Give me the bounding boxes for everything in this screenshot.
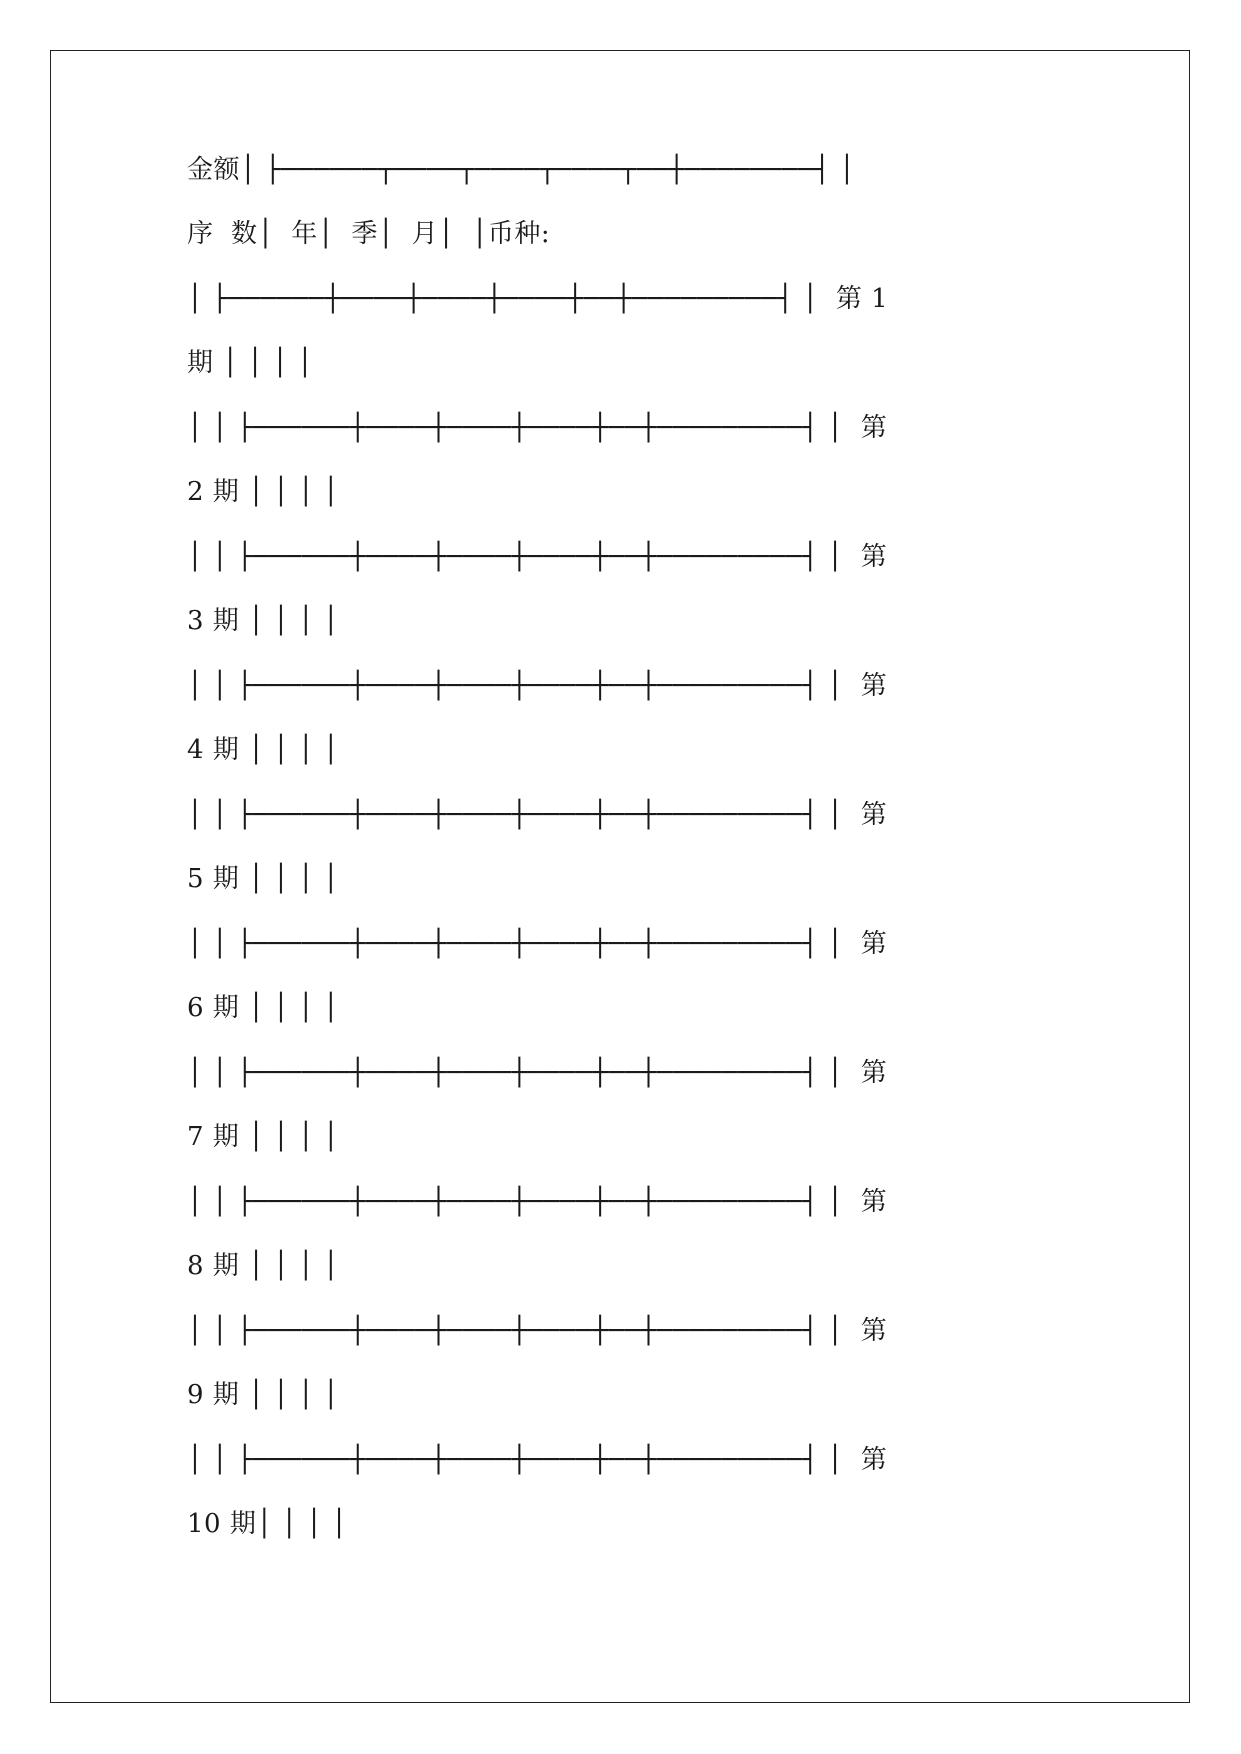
period-6-label-line: 6 期 │ │ │ │ — [187, 993, 339, 1023]
amount-header-line: 金额│ ├──────┬────┬────┬────┬──┼────────┤ │ — [187, 155, 856, 185]
period-8-rule-line: │ │ ├──────┼────┼────┼────┼──┼─────────┤ │ 第 — [187, 1187, 888, 1217]
period-6-rule-line: │ │ ├──────┼────┼────┼────┼──┼─────────┤ │ 第 — [187, 929, 888, 959]
column-header-line: 序 数│ 年│ 季│ 月│ │币种: — [187, 219, 551, 249]
period-1-label-line: 期 │ │ │ │ — [187, 348, 314, 378]
period-7-label-line: 7 期 │ │ │ │ — [187, 1122, 339, 1152]
period-7-rule-line: │ │ ├──────┼────┼────┼────┼──┼─────────┤ │ 第 — [187, 1058, 888, 1088]
period-8-label-line: 8 期 │ │ │ │ — [187, 1251, 339, 1281]
period-4-rule-line: │ │ ├──────┼────┼────┼────┼──┼─────────┤ │ 第 — [187, 671, 888, 701]
period-9-rule-line: │ │ ├──────┼────┼────┼────┼──┼─────────┤ │ 第 — [187, 1316, 888, 1346]
period-5-label-line: 5 期 │ │ │ │ — [187, 864, 339, 894]
period-9-label-line: 9 期 │ │ │ │ — [187, 1380, 339, 1410]
period-2-label-line: 2 期 │ │ │ │ — [187, 477, 339, 507]
period-2-rule-line: │ │ ├──────┼────┼────┼────┼──┼─────────┤ │ 第 — [187, 413, 888, 443]
period-3-rule-line: │ │ ├──────┼────┼────┼────┼──┼─────────┤ │ 第 — [187, 542, 888, 572]
period-5-rule-line: │ │ ├──────┼────┼────┼────┼──┼─────────┤ │ 第 — [187, 800, 888, 830]
period-4-label-line: 4 期 │ │ │ │ — [187, 735, 339, 765]
period-3-label-line: 3 期 │ │ │ │ — [187, 606, 339, 636]
period-1-rule-line: │ ├──────┼────┼────┼────┼──┼─────────┤ │ 第 1 — [187, 284, 889, 314]
period-10-rule-line: │ │ ├──────┼────┼────┼────┼──┼─────────┤ │ 第 — [187, 1445, 888, 1475]
period-10-label-line: 10 期│ │ │ │ — [187, 1509, 348, 1539]
